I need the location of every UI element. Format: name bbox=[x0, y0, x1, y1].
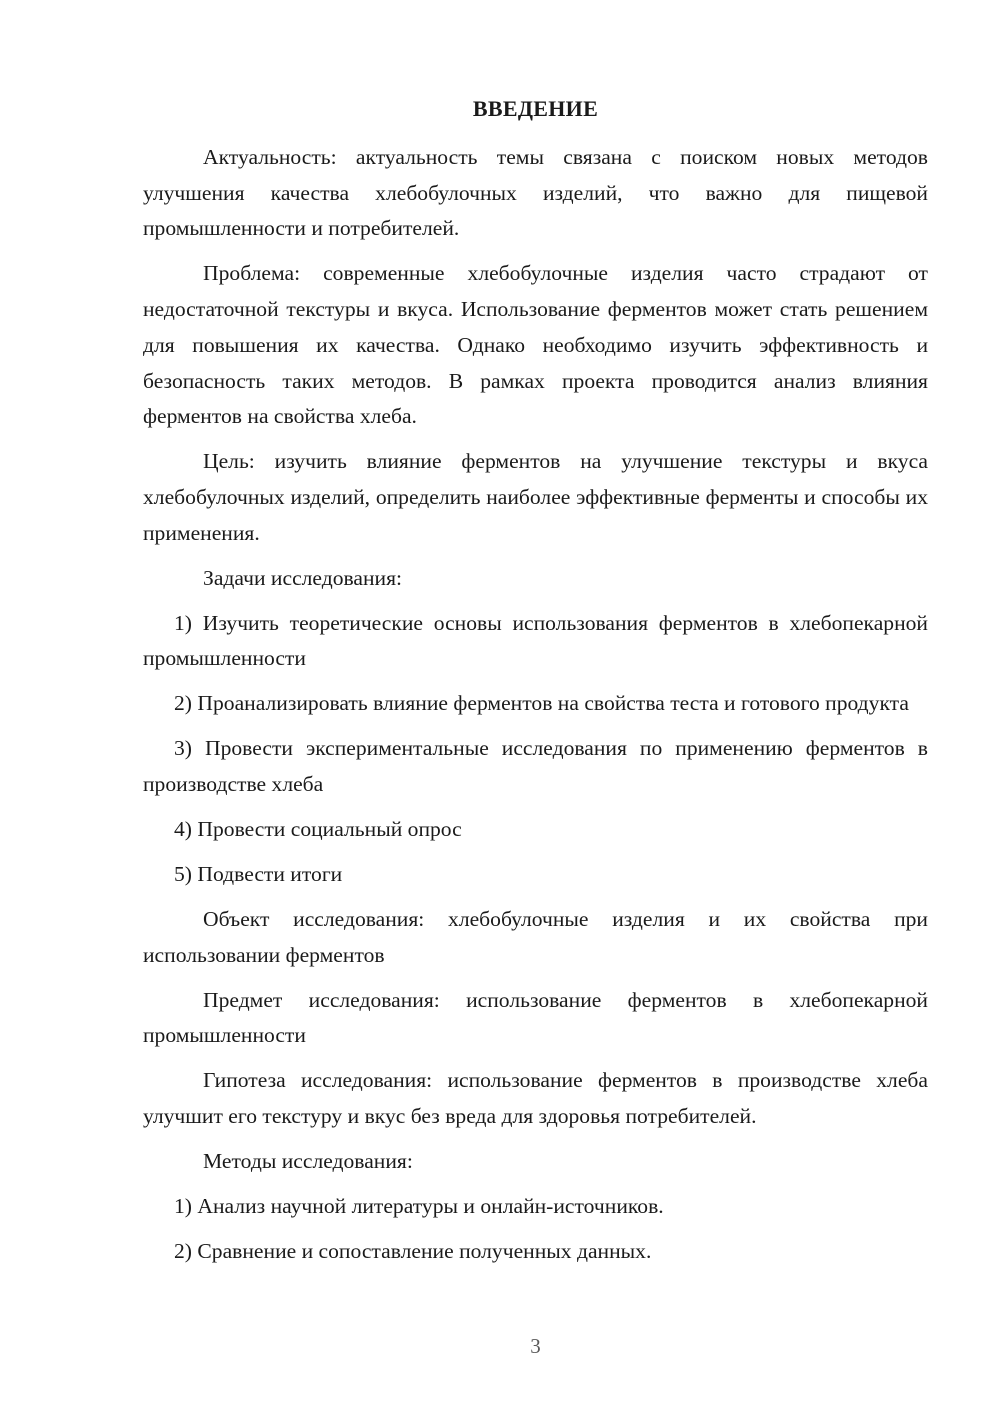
page-number: 3 bbox=[530, 1334, 541, 1358]
paragraph-relevance: Актуальность: актуальность темы связана с поиском новых методов улучшения качества хлебобулочных изделий, что важно для пищевой промышленности и потребителей. bbox=[143, 145, 928, 241]
document-page bbox=[143, 0, 928, 1414]
task-item-4: 4) Провести социальный опрос bbox=[174, 817, 462, 842]
paragraph-methods-heading: Методы исследования: bbox=[203, 1149, 413, 1174]
task-item-5: 5) Подвести итоги bbox=[174, 862, 343, 887]
task-item-3: 3) Провести экспериментальные исследования по применению ферментов в производстве хлеба bbox=[143, 736, 928, 797]
section-title: ВВЕДЕНИЕ bbox=[472, 96, 599, 121]
method-item-1: 1) Анализ научной литературы и онлайн-источников. bbox=[174, 1194, 664, 1219]
paragraph-subject: Предмет исследования: использование ферментов в хлебопекарной промышленности bbox=[143, 987, 928, 1048]
paragraph-hypothesis: Гипотеза исследования: использование ферментов в производстве хлеба улучшит его текстуру и вкус без вреда для здоровья потребителей. bbox=[143, 1068, 928, 1129]
paragraph-object: Объект исследования: хлебобулочные изделия и их свойства при использовании ферментов bbox=[143, 907, 928, 967]
task-item-2: 2) Проанализировать влияние ферментов на свойства теста и готового продукта bbox=[174, 691, 909, 716]
method-item-2: 2) Сравнение и сопоставление полученных данных. bbox=[174, 1239, 652, 1264]
document-body bbox=[143, 140, 928, 1279]
paragraph-tasks-heading: Задачи исследования: bbox=[203, 565, 403, 590]
task-item-1: 1) Изучить теоретические основы использования ферментов в хлебопекарной промышленности bbox=[143, 610, 928, 671]
paragraph-goal: Цель: изучить влияние ферментов на улучшение текстуры и вкуса хлебобулочных изделий, определить наиболее эффективные ферменты и способы их применения. bbox=[143, 449, 928, 545]
paragraph-problem: Проблема: современные хлебобулочные изделия часто страдают от недостаточной текстуры и вкуса. Использование ферментов может стать решением для повышения их качества. Однако необходимо изучить эффективность и безопасность таких методов. В рамках проекта проводится анализ влияния ферментов на свойства хлеба. bbox=[143, 261, 928, 429]
